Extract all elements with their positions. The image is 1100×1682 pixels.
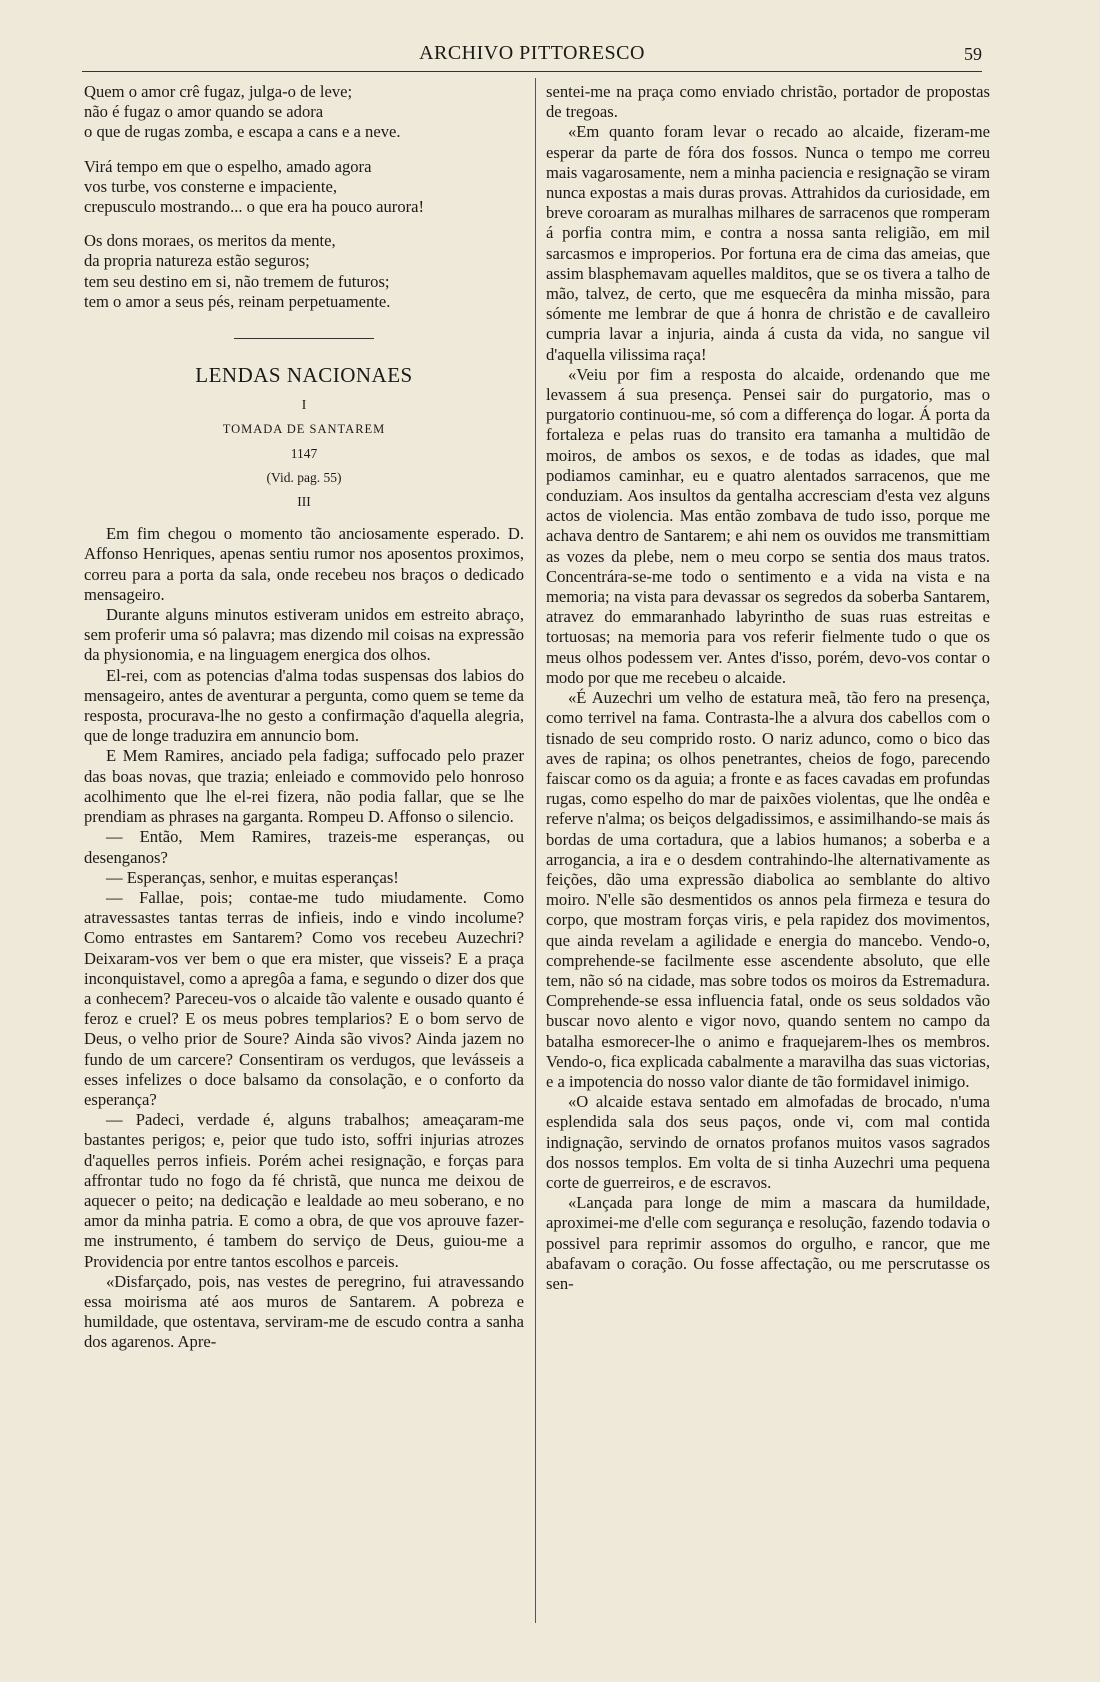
left-body-text — [84, 524, 524, 1352]
poem-line: crepusculo mostrando... o que era ha pouco aurora! — [84, 197, 425, 217]
paragraph: «Veiu por fim a resposta do alcaide, ordenando que me levassem á sua presença. Pensei sair do purgatorio, mas o purgatorio continuou-me, só com a differença do logar. Á porta da fortaleza e pelas ruas do transito era tamanha a multidão de moiros, de ambos os sexos, e de todas as idades, que mal podiamos caminhar, eu e quatro alentados sarracenos, que me conduziam. Aos insultos da gentalha accresciam d'esta vez alguns actos de violencia. Mas então zombava de tudo isso, porque me achava dentro de Santarem; e ahi nem os ouvidos me transmittiam as vozes da plebe, nem o meu corpo se sentia dos maus tratos. Concentrára-se-me todo o sentimento e a vida na vista e na memoria; na vista para devassar os segredos da soberba Santarem, atravez do emmaranhado labyrintho de suas ruas estreitas e tortuosas; na memoria para vos referir fielmente tudo o que os meus olhos podessem ver. Antes d'isso, porém, devo-vos contar o modo por que me recebeu o alcaide. — [546, 364, 990, 687]
paragraph: «Disfarçado, pois, nas vestes de peregrino, fui atravessando essa moirisma até aos muros de Santarem. A pobreza e humildade, que ostentava, serviram-me de escudo contra a sanha dos agarenos. Apre- — [84, 1271, 524, 1352]
paragraph: E Mem Ramires, anciado pela fadiga; suffocado pelo prazer das boas novas, que trazia; enleiado e commovido pelo honroso acolhimento que lhe el-rei fizera, não podia fallar, que se lhe prendiam as phrases na garganta. Rompeu D. Affonso o silencio. — [84, 746, 524, 827]
section-reference: (Vid. pag. 55) — [266, 469, 342, 485]
poem-line: não é fugaz o amor quando se adora — [84, 102, 324, 122]
section-part: III — [297, 494, 311, 510]
paragraph: sentei-me na praça como enviado christão, portador de propostas de tregoas. — [546, 82, 990, 122]
journal-title: ARCHIVO PITTORESCO — [419, 42, 645, 64]
section-separator — [234, 338, 374, 339]
column-divider — [535, 78, 536, 1623]
poem-line: Os dons moraes, os meritos da mente, — [84, 231, 336, 251]
page-header — [82, 38, 982, 72]
paragraph: «É Auzechri um velho de estatura meã, tão fero na presença, como terrivel na fama. Contrasta-lhe a alvura dos cabellos com o tisnado de seu comprido rosto. O nariz adunco, como o bico das aves de rapina; os olhos penetrantes, cheios de fogo, parecendo faiscar como os da aguia; a fronte e as faces cavadas em profundas rugas, como espelho do mar de paixões violentas, que lhe ondêa e referve n'alma; os beiços delgadissimos, e assimilhando-se mais ás bordas de uma cortadura, que a labios humanos; a soberba e a arrogancia, a ira e o desdem contrahindo-lhe alternativamente as feições, dão uma expressão diabolica ao semblante do altivo moiro. N'elle são desmentidos os annos pela firmeza e tesura do corpo, que mostram forças viris, e pela rapidez dos movimentos, que ainda revelam a agilidade e energia do mancebo. Vendo-o, comprehende-se facilmente esse ascendente absoluto, que elle tem, não só na cidade, mas sobre todos os moiros da Estremadura. Comprehende-se essa influencia fatal, onde os seus soldados vão buscar novo alento e vigor novo, quando sentem no campo da batalha esmorecer-lhe o animo e fraquejarem-lhes os membros. Vendo-o, fica explicada cabalmente a maravilha das suas victorias, e a impotencia do nosso valor diante de tão formidavel inimigo. — [546, 688, 990, 1091]
header-rule — [82, 71, 982, 72]
paragraph: — Padeci, verdade é, alguns trabalhos; ameaçaram-me bastantes perigos; e, peior que tudo isto, soffri injurias atrozes d'aquelles perros infieis. Porém achei resignação, e forças para affrontar tudo no fogo da fé christã, que nunca me deixou de aquecer o peito; na dedicação e lealdade ao meu soberano, e no amor da minha patria. E como a obra, de que vos aprouve fazer-me instrumento, é tambem do serviço de Deus, guiou-me a Providencia por entre tantos escolhos e parceis. — [84, 1110, 524, 1271]
paragraph: — Esperanças, senhor, e muitas esperanças! — [106, 867, 399, 887]
poem-stanza — [84, 157, 524, 218]
left-column — [84, 82, 524, 1353]
poem — [84, 82, 524, 312]
section-year: 1147 — [290, 445, 318, 461]
right-body-text — [546, 82, 990, 1294]
poem-line: o que de rugas zomba, e escapa a cans e a neve. — [84, 122, 401, 142]
page-number: 59 — [964, 44, 982, 64]
poem-line: Virá tempo em que o espelho, amado agora — [84, 156, 372, 176]
poem-stanza — [84, 231, 524, 312]
paragraph: Em fim chegou o momento tão anciosamente esperado. D. Affonso Henriques, apenas sentiu rumor nos aposentos proximos, correu para a porta da sala, onde recebeu nos braços o dedicado mensageiro. — [84, 524, 524, 604]
paragraph: Durante alguns minutos estiveram unidos em estreito abraço, sem proferir uma só palavra; mas dizendo mil coisas na expressão da physionomia, e na linguagem energica dos olhos. — [84, 605, 524, 665]
paragraph: «Lançada para longe de mim a mascara da humildade, aproximei-me d'elle com segurança e resolução, fazendo todavia o possivel para reprimir assomos do orgulho, e rancor, que me abafavam o coração. Ou fosse affectação, ou me perscrutasse os sen- — [546, 1193, 990, 1293]
paragraph: El-rei, com as potencias d'alma todas suspensas dos labios do mensageiro, antes de aventurar a pergunta, como quem se teme da resposta, procurava-lhe no gesto a confirmação d'aquella alegria, que de longe traduzira em annuncio bom. — [84, 665, 524, 746]
section-number: I — [301, 397, 307, 413]
poem-line: tem o amor a seus pés, reinam perpetuamente. — [84, 291, 391, 311]
right-column — [546, 82, 990, 1294]
poem-line: vos turbe, vos consterne e impaciente, — [84, 176, 337, 196]
poem-line: da propria natureza estão seguros; — [84, 251, 310, 271]
section-subtitle: TOMADA DE SANTAREM — [222, 422, 386, 437]
section-title: LENDAS NACIONAES — [195, 363, 413, 388]
paragraph: «O alcaide estava sentado em almofadas de brocado, n'uma esplendida sala dos seus paços, onde vi, com mal contida indignação, servindo de ornatos profanos muitos vasos sagrados dos nossos templos. Em volta de si tinha Auzechri uma pequena corte de guerreiros, e de escravos. — [546, 1092, 990, 1192]
paragraph: — Então, Mem Ramires, trazeis-me esperanças, ou desenganos? — [84, 827, 524, 867]
poem-line: Quem o amor crê fugaz, julga-o de leve; — [84, 82, 353, 101]
poem-line: tem seu destino em si, não tremem de futuros; — [84, 271, 390, 291]
paragraph: — Fallae, pois; contae-me tudo miudamente. Como atravessastes tantas terras de infieis, indo e vindo incolume? Como entrastes em Santarem? Como vos recebeu Auzechri? Deixaram-vos ver bem o que era mister, que visseis? E a praça inconquistavel, como a apregôa a fama, e segundo o dizer dos que a conhecem? Pareceu-vos o alcaide tão valente e ousado quanto é feroz e cruel? E os meus pobres templarios? E o bom servo de Deus, o velho prior de Soure? Ainda são vivos? Ainda jazem no fundo de um carcere? Consentiram os verdugos, que levásseis a esses infelizes o doce balsamo da consolação, e o conforto da esperança? — [84, 887, 524, 1109]
paragraph: «Em quanto foram levar o recado ao alcaide, fizeram-me esperar da parte de fóra dos fossos. Nunca o tempo me correu mais vagarosamente, nem a minha paciencia e resignação se viram nunca expostas a mais duras provas. Attrahidos da curiosidade, em breve coroaram as muralhas milhares de sarracenos que romperam á porfia contra mim, e contra a nossa santa religião, em mil sarcasmos e improperios. Por fortuna era de cima das ameias, que assim blasphemavam aquelles malditos, que se os tivera a talho de mão, talvez, de certo, que me esquecêra da minha missão, para sómente me lembrar de que á honra de christão e de cavalleiro cumpria lavar a injuria, ainda á custa da vida, no sangue vil d'aquella vilissima raça! — [546, 122, 990, 364]
poem-stanza — [84, 82, 524, 143]
